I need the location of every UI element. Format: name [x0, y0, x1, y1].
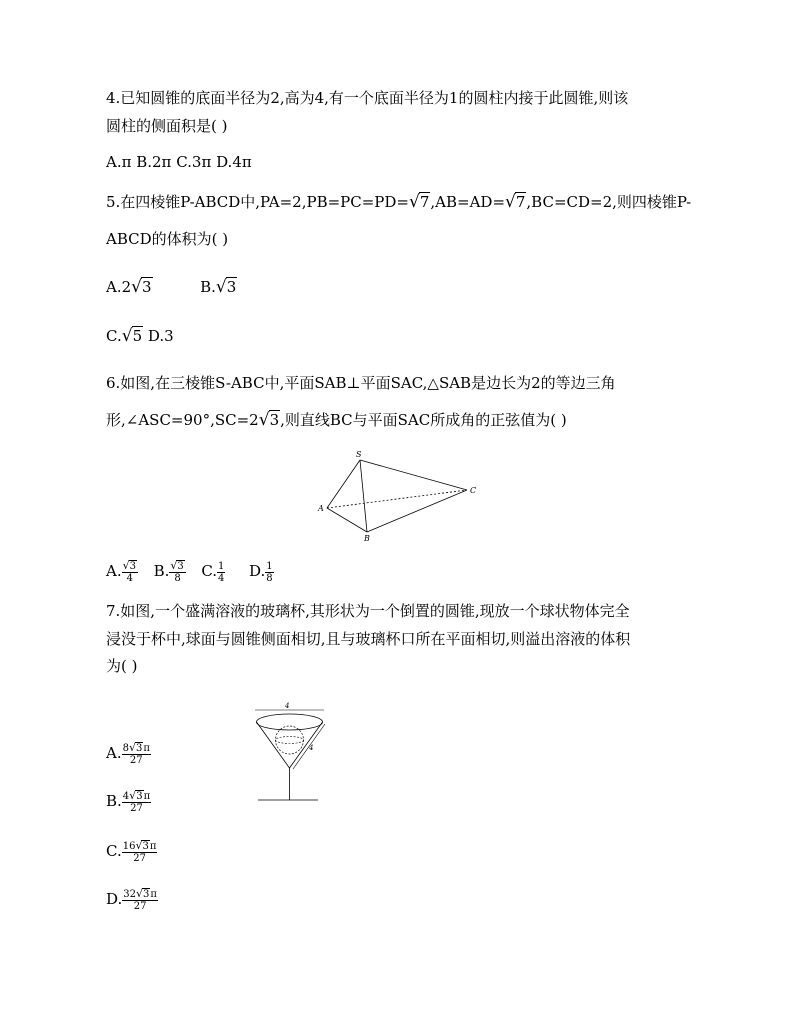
- cup-rim: [257, 714, 323, 730]
- frac-den: 8: [174, 573, 181, 584]
- q6-line1: 6.如图,在三棱锥S-ABC中,平面SAB⊥平面SAC,△SAB是边长为2的等边三角: [106, 374, 616, 392]
- sqrt-arg: 3: [177, 561, 184, 572]
- frac-num: 1: [218, 560, 225, 572]
- opt-label: D.: [106, 890, 123, 908]
- pi-symbol: π: [143, 743, 150, 754]
- coef: 4: [122, 791, 130, 802]
- q7-line3: 为( ): [106, 657, 138, 675]
- fraction: [217, 561, 225, 584]
- sqrt-3: √3: [128, 741, 143, 754]
- q5-line1-c: ,BC=CD=2,则四棱锥P-: [526, 193, 692, 211]
- coef: 32: [123, 889, 136, 900]
- q5-opt-c: [106, 327, 143, 345]
- label-a: A: [318, 504, 324, 513]
- edge-ab: [327, 508, 367, 532]
- label-b: B: [364, 534, 370, 543]
- frac-num: [169, 560, 185, 573]
- sqrt-3: √3: [131, 277, 152, 297]
- q6-line2: [106, 410, 567, 430]
- fraction: [122, 888, 158, 912]
- fraction: [265, 561, 273, 584]
- q6-line2-a: 形,∠ASC=90°,SC=2: [106, 411, 259, 429]
- cone-glass-figure: [252, 700, 334, 805]
- q6-opt-d: [248, 560, 274, 584]
- coef: 16: [122, 841, 136, 852]
- frac-num: 1: [266, 560, 273, 572]
- sqrt-arg: 3: [226, 278, 237, 296]
- q7-line2: 浸没于杯中,球面与圆锥侧面相切,且与玻璃杯口所在平面相切,则溢出溶液的体积: [106, 630, 631, 648]
- label-s: S: [356, 450, 362, 459]
- frac-num: [122, 742, 151, 755]
- q5-options-ab: [106, 277, 237, 297]
- edge-sc: [360, 460, 467, 490]
- sqrt-arg: 3: [142, 278, 152, 296]
- q5-options-cd: [106, 326, 174, 346]
- sqrt-arg: 3: [269, 411, 280, 429]
- sqrt-arg: 3: [136, 791, 143, 802]
- sqrt-arg: 3: [142, 841, 149, 852]
- label-c: C: [470, 486, 477, 495]
- sqrt-3: √3: [122, 559, 136, 572]
- q6-line2-b: ,则直线BC与平面SAC所成角的正弦值为( ): [280, 411, 567, 429]
- sqrt-3: √3: [258, 410, 280, 430]
- opt-label: C.: [106, 842, 122, 860]
- sqrt-arg: 3: [136, 743, 143, 754]
- q6-opt-c: [201, 560, 225, 584]
- frac-num: [122, 840, 158, 853]
- q4-line2: 圆柱的侧面积是( ): [106, 117, 228, 135]
- pi-symbol: π: [143, 791, 151, 802]
- opt-label: C.: [106, 327, 122, 345]
- sqrt-7-b: √7: [505, 192, 526, 212]
- opt-label: B.: [106, 792, 122, 810]
- q6-opt-a: [106, 559, 138, 584]
- fraction: [122, 790, 151, 814]
- dim-label-side: 4: [309, 744, 314, 752]
- sqrt-arg: 5: [132, 327, 143, 345]
- sqrt-3: √3: [215, 277, 237, 297]
- edge-sa: [327, 460, 360, 508]
- q5-line1-a: 5.在四棱锥P-ABCD中,PA=2,PB=PC=PD=: [106, 193, 409, 211]
- frac-den: 4: [218, 572, 225, 584]
- frac-den: 27: [129, 755, 143, 766]
- fraction: [122, 560, 138, 584]
- opt-label: A.2: [106, 278, 132, 296]
- frac-num: [122, 888, 158, 901]
- frac-num: [122, 790, 151, 803]
- frac-den: 27: [133, 853, 146, 864]
- frac-den: 27: [133, 901, 147, 912]
- sqrt-7-a: √7: [409, 192, 430, 212]
- edge-sb: [360, 460, 367, 532]
- q5-line1: [106, 192, 691, 212]
- opt-label: B.: [153, 562, 170, 580]
- q5-opt-a: [106, 278, 153, 296]
- frac-den: 27: [130, 803, 143, 814]
- opt-label: A.: [106, 744, 122, 762]
- q5-opt-d: D.3: [147, 327, 174, 345]
- q7-line1: 7.如图,一个盛满溶液的玻璃杯,其形状为一个倒置的圆锥,现放一个球状物体完全: [106, 602, 630, 620]
- sqrt-arg: 7: [515, 193, 526, 211]
- sqrt-3: √3: [136, 887, 150, 900]
- tetrahedron-figure: [315, 448, 485, 543]
- sqrt-5: √5: [121, 326, 143, 346]
- q7-opt-a: [106, 738, 151, 768]
- edge-bc: [367, 490, 467, 532]
- sqrt-arg: 3: [143, 889, 150, 900]
- q7-opt-c: [106, 836, 157, 866]
- pi-symbol: π: [150, 889, 157, 900]
- frac-num: [122, 560, 138, 573]
- sqrt-3: √3: [170, 559, 184, 572]
- q4-line1: 4.已知圆锥的底面半径为2,高为4,有一个底面半径为1的圆柱内接于此圆锥,则该: [106, 89, 629, 107]
- pi-symbol: π: [149, 841, 157, 852]
- q6-opt-b: [153, 559, 186, 584]
- fraction: [122, 742, 151, 766]
- opt-label: A.: [106, 562, 122, 580]
- q5-opt-b: [200, 278, 237, 296]
- frac-den: 8: [266, 572, 273, 584]
- q7-opt-b: [106, 786, 151, 816]
- fraction: [122, 840, 158, 864]
- q6-options: [106, 558, 274, 584]
- sqrt-arg: 3: [129, 561, 136, 572]
- frac-den: 4: [126, 573, 133, 584]
- coef: 8: [122, 743, 129, 754]
- q4-options: A.π B.2π C.3π D.4π: [106, 153, 252, 171]
- q5-line1-b: ,AB=AD=: [430, 193, 506, 211]
- opt-label: C.: [201, 562, 218, 580]
- sqrt-3: √3: [129, 789, 143, 802]
- sqrt-arg: 7: [419, 193, 430, 211]
- q7-opt-d: [106, 884, 158, 914]
- sphere-equator: [276, 737, 304, 744]
- q5-line2: ABCD的体积为( ): [106, 230, 229, 248]
- sqrt-3: √3: [135, 839, 149, 852]
- opt-label: B.: [200, 278, 216, 296]
- dim-label-top: 4: [285, 702, 290, 710]
- opt-label: D.: [248, 562, 266, 580]
- fraction: [169, 560, 185, 584]
